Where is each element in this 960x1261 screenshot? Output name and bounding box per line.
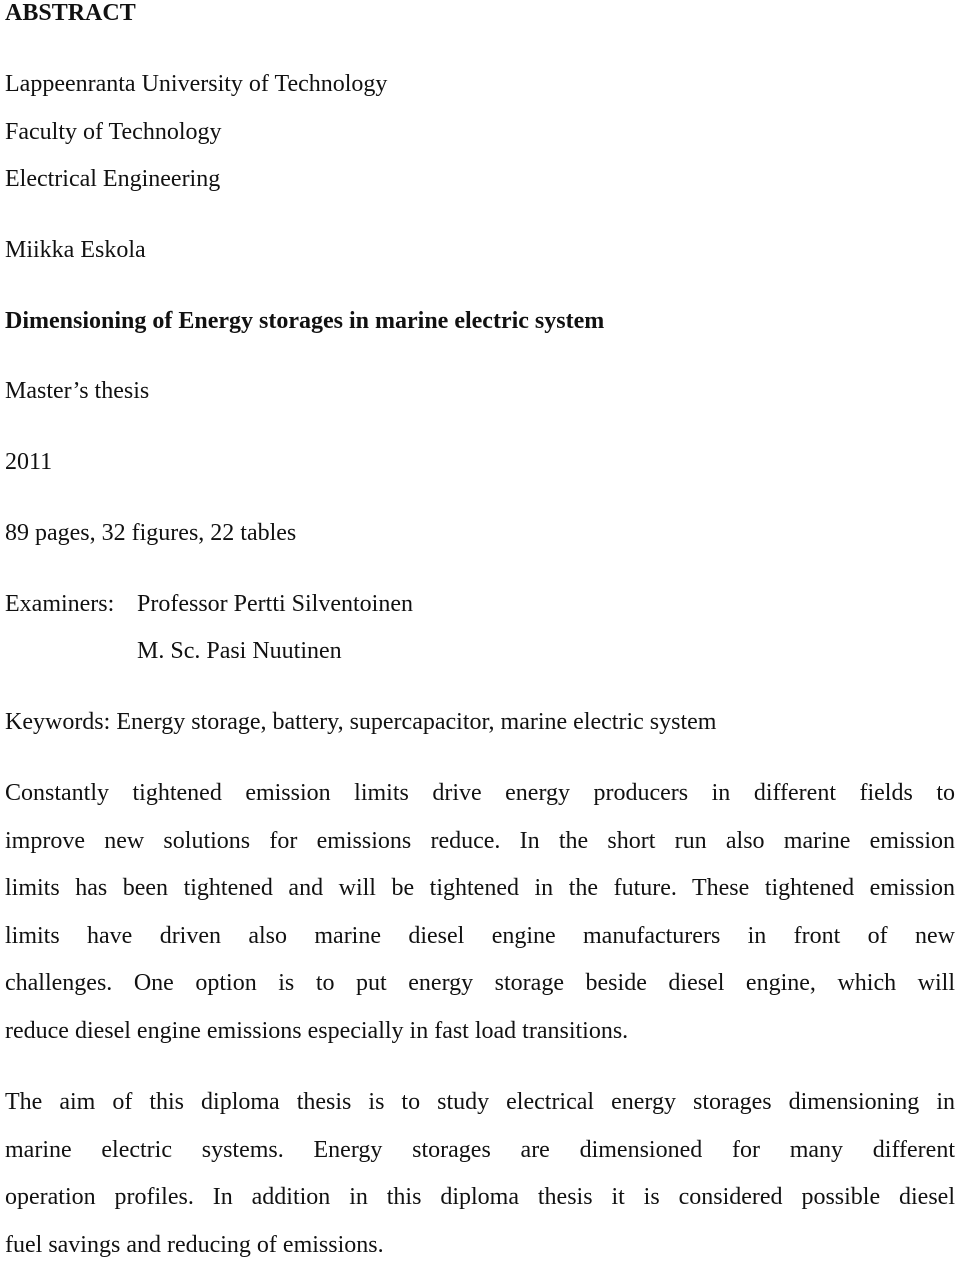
thesis-title: Dimensioning of Energy storages in marine electric system: [5, 308, 605, 334]
abstract-heading: ABSTRACT: [5, 0, 136, 26]
paragraph-line: limits have driven also marine diesel engine manufacturers in front of new: [5, 923, 955, 949]
thesis-extent: 89 pages, 32 figures, 22 tables: [5, 520, 297, 546]
paragraph-line: The aim of this diploma thesis is to study electrical energy storages dimensioning in: [5, 1089, 955, 1115]
paragraph-line: fuel savings and reducing of emissions.: [5, 1232, 384, 1258]
paragraph-line: improve new solutions for emissions reduce. In the short run also marine emission: [5, 828, 955, 854]
thesis-year: 2011: [5, 449, 53, 475]
university-name: Lappeenranta University of Technology: [5, 71, 388, 97]
examiner-first: Professor Pertti Silventoinen: [137, 591, 413, 617]
keywords: Keywords: Energy storage, battery, supercapacitor, marine electric system: [5, 709, 717, 735]
paragraph-line: marine electric systems. Energy storages are dimensioned for many different: [5, 1137, 955, 1163]
faculty-name: Faculty of Technology: [5, 119, 222, 145]
examiner-second: M. Sc. Pasi Nuutinen: [137, 638, 342, 664]
paragraph-line: limits has been tightened and will be tightened in the future. These tightened emission: [5, 875, 955, 901]
paragraph-line: reduce diesel engine emissions especially in fast load transitions.: [5, 1018, 629, 1044]
paragraph-line: Constantly tightened emission limits drive energy producers in different fields to: [5, 780, 955, 806]
paragraph-line: challenges. One option is to put energy storage beside diesel engine, which will: [5, 970, 955, 996]
author-name: Miikka Eskola: [5, 237, 146, 263]
thesis-type: Master’s thesis: [5, 378, 150, 404]
examiners-label: Examiners:: [5, 591, 115, 617]
paragraph-line: operation profiles. In addition in this diploma thesis it is considered possible diesel: [5, 1184, 955, 1210]
department-name: Electrical Engineering: [5, 166, 221, 192]
